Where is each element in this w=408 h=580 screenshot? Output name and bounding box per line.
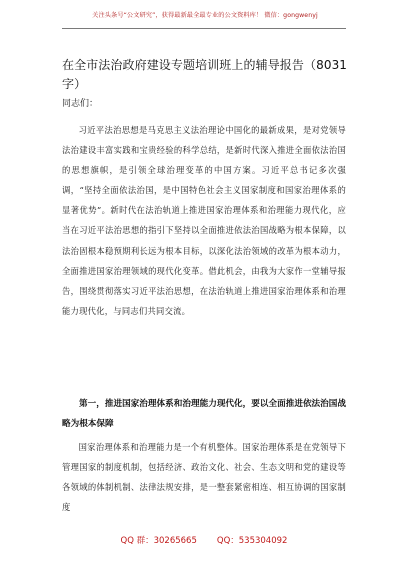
body-paragraph-2	[62, 437, 346, 517]
header-divider	[62, 28, 346, 29]
body-paragraph-1-text: 习近平法治思想是马克思主义法治理论中国化的最新成果，是对党领导法治建设丰富实践和宝贵经验的科学总结，是新时代深入推进全面依法治国的思想旗帜，是引领全球治理变革的中国方案。习近平总书记多次强调，“坚持全面依法治国，是中国特色社会主义国家制度和国家治理体系的显著优势”。新时代在法治轨道上推进国家治理体系和治理能力现代化，应当在习近平法治思想的指引下坚持以全面推进依法治国战略为根本保障，以法治固根本稳预期利长远为根本目标，以深化法治领域的改革为根本动力，全面推进国家治理领域的现代化变革。借此机会，由我为大家作一堂辅导报告，围绕贯彻落实习近平法治思想，在法治轨道上推进国家治理体系和治理能力现代化，与同志们共同交流。	[62, 125, 346, 316]
body-paragraph-2-text: 国家治理体系和治理能力是一个有机整体。国家治理体系是在党领导下管理国家的制度机制，包括经济、政治文化、社会、生态文明和党的建设等各领域的体制机制、法律法规安排，是一整套紧密相连、相互协调的国家制度	[62, 442, 346, 513]
section-heading-text: 第一，推进国家治理体系和治理能力现代化，要以全面推进依法治国战略为根本保障	[62, 399, 346, 429]
salutation: 同志们：	[62, 99, 99, 109]
footer-qq: QQ：535304092	[216, 536, 288, 546]
body-paragraph-1	[62, 120, 346, 321]
footer-contact	[0, 534, 408, 546]
header-banner: 关注头条号“公文研究”，获得最新最全最专业的公文资料库！ 微信：gongwenyj	[92, 12, 318, 19]
section-heading	[62, 395, 346, 434]
document-title: 在全市法治政府建设专题培训班上的辅导报告（8031 字）	[62, 58, 348, 91]
footer-qq-group: QQ 群：30265665	[120, 536, 197, 546]
